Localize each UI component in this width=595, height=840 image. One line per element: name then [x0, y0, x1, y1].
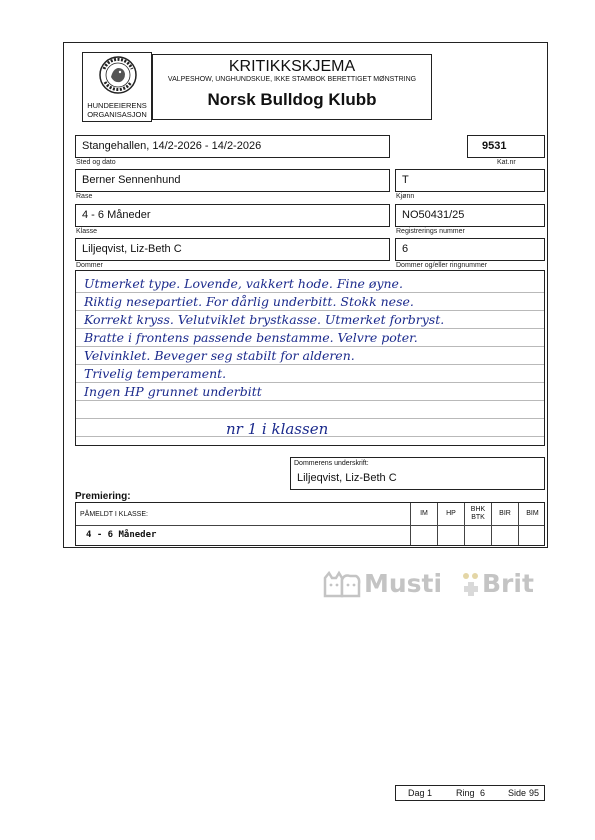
signature-name: Liljeqvist, Liz-Beth C [297, 472, 397, 484]
critique-line: Korrekt kryss. Velutviklet brystkasse. Utmerket forbryst. [84, 312, 445, 327]
class-field [75, 204, 390, 227]
critique-line: Riktig nesepartiet. For dårlig underbitt. Stokk nese. [84, 294, 414, 309]
ring-field [395, 238, 545, 261]
bir-header: BIR [491, 503, 518, 525]
ring-label: Dommer og/eller ringnummer [396, 262, 488, 269]
critique-line: Trivelig temperament. [84, 366, 227, 381]
form-subtitle: VALPESHOW, UNGHUNDSKUE, IKKE STAMBOK BERETTIGET MØNSTRING [167, 76, 417, 83]
venue-value: Stangehallen, 14/2-2026 - 14/2-2026 [82, 140, 262, 152]
judge-field [75, 238, 390, 261]
catalog-label: Kat.nr [497, 159, 516, 166]
sex-label: Kjønn [396, 193, 415, 200]
judge-label: Dommer [76, 262, 103, 269]
musti-text: Musti [364, 569, 443, 598]
brit-text: Brit [482, 569, 534, 598]
paw-plus-icon [460, 571, 482, 597]
dag-value: 1 [427, 788, 433, 798]
class-label: Klasse [76, 228, 98, 235]
form-title: KRITIKKSKJEMA [228, 58, 356, 75]
sex-field [395, 169, 545, 192]
entered-class-value: 4 - 6 Måneder [86, 530, 157, 540]
critique-line: Bratte i frontens passende benstamme. Velvre poter. [84, 330, 418, 345]
ring-footer-value: 6 [480, 788, 486, 798]
musti-logo [322, 568, 452, 602]
organization-box [82, 52, 152, 122]
bim-header: BIM [518, 503, 546, 525]
signature-box [290, 457, 545, 490]
critique-area [75, 270, 545, 446]
im-header: IM [410, 503, 437, 525]
ring-footer-label: Ring [456, 788, 475, 798]
venue-field [75, 135, 390, 158]
class-value: 4 - 6 Måneder [82, 209, 151, 221]
critique-line: Velvinklet. Beveger seg stabilt for alderen. [84, 348, 355, 363]
cat-dog-icon [322, 570, 362, 600]
judge-value: Liljeqvist, Liz-Beth C [82, 243, 182, 255]
reg-label: Registrerings nummer [396, 228, 465, 235]
catalog-value: 9531 [482, 140, 507, 152]
catalog-field [467, 135, 545, 158]
premiering-title: Premiering: [75, 491, 131, 502]
hp-header: HP [437, 503, 464, 525]
reg-field [395, 204, 545, 227]
club-name: Norsk Bulldog Klubb [207, 90, 377, 109]
org-label-2: ORGANISASJON [87, 110, 147, 119]
premiering-table [75, 502, 545, 546]
org-label-1: HUNDEEIERENS [87, 101, 147, 110]
critique-line: Utmerket type. Lovende, vakkert hode. Fine øyne. [84, 276, 403, 291]
dag-label: Dag [408, 788, 425, 798]
bhk-label: BHK [470, 506, 486, 513]
ring-value: 6 [402, 243, 409, 255]
entered-header: PÅMELDT I KLASSE: [80, 511, 148, 518]
breed-label: Rase [76, 193, 93, 200]
reg-value: NO50431/25 [402, 209, 465, 221]
nkk-logo-icon [98, 55, 138, 95]
signature-label: Dommerens underskrift: [294, 460, 369, 467]
side-value: 95 [529, 788, 540, 798]
breed-field [75, 169, 390, 192]
btk-label: BTK [471, 514, 485, 521]
bhk-header [464, 503, 491, 525]
critique-line: Ingen HP grunnet underbitt [84, 384, 262, 399]
breed-value: Berner Sennenhund [82, 174, 181, 186]
page-info-box [395, 785, 545, 801]
brit-logo [460, 568, 540, 602]
side-label: Side [508, 788, 527, 798]
placement-note: nr 1 i klassen [226, 420, 329, 438]
venue-label: Sted og dato [76, 159, 116, 166]
title-box [152, 54, 432, 120]
sex-value: T [402, 174, 409, 186]
